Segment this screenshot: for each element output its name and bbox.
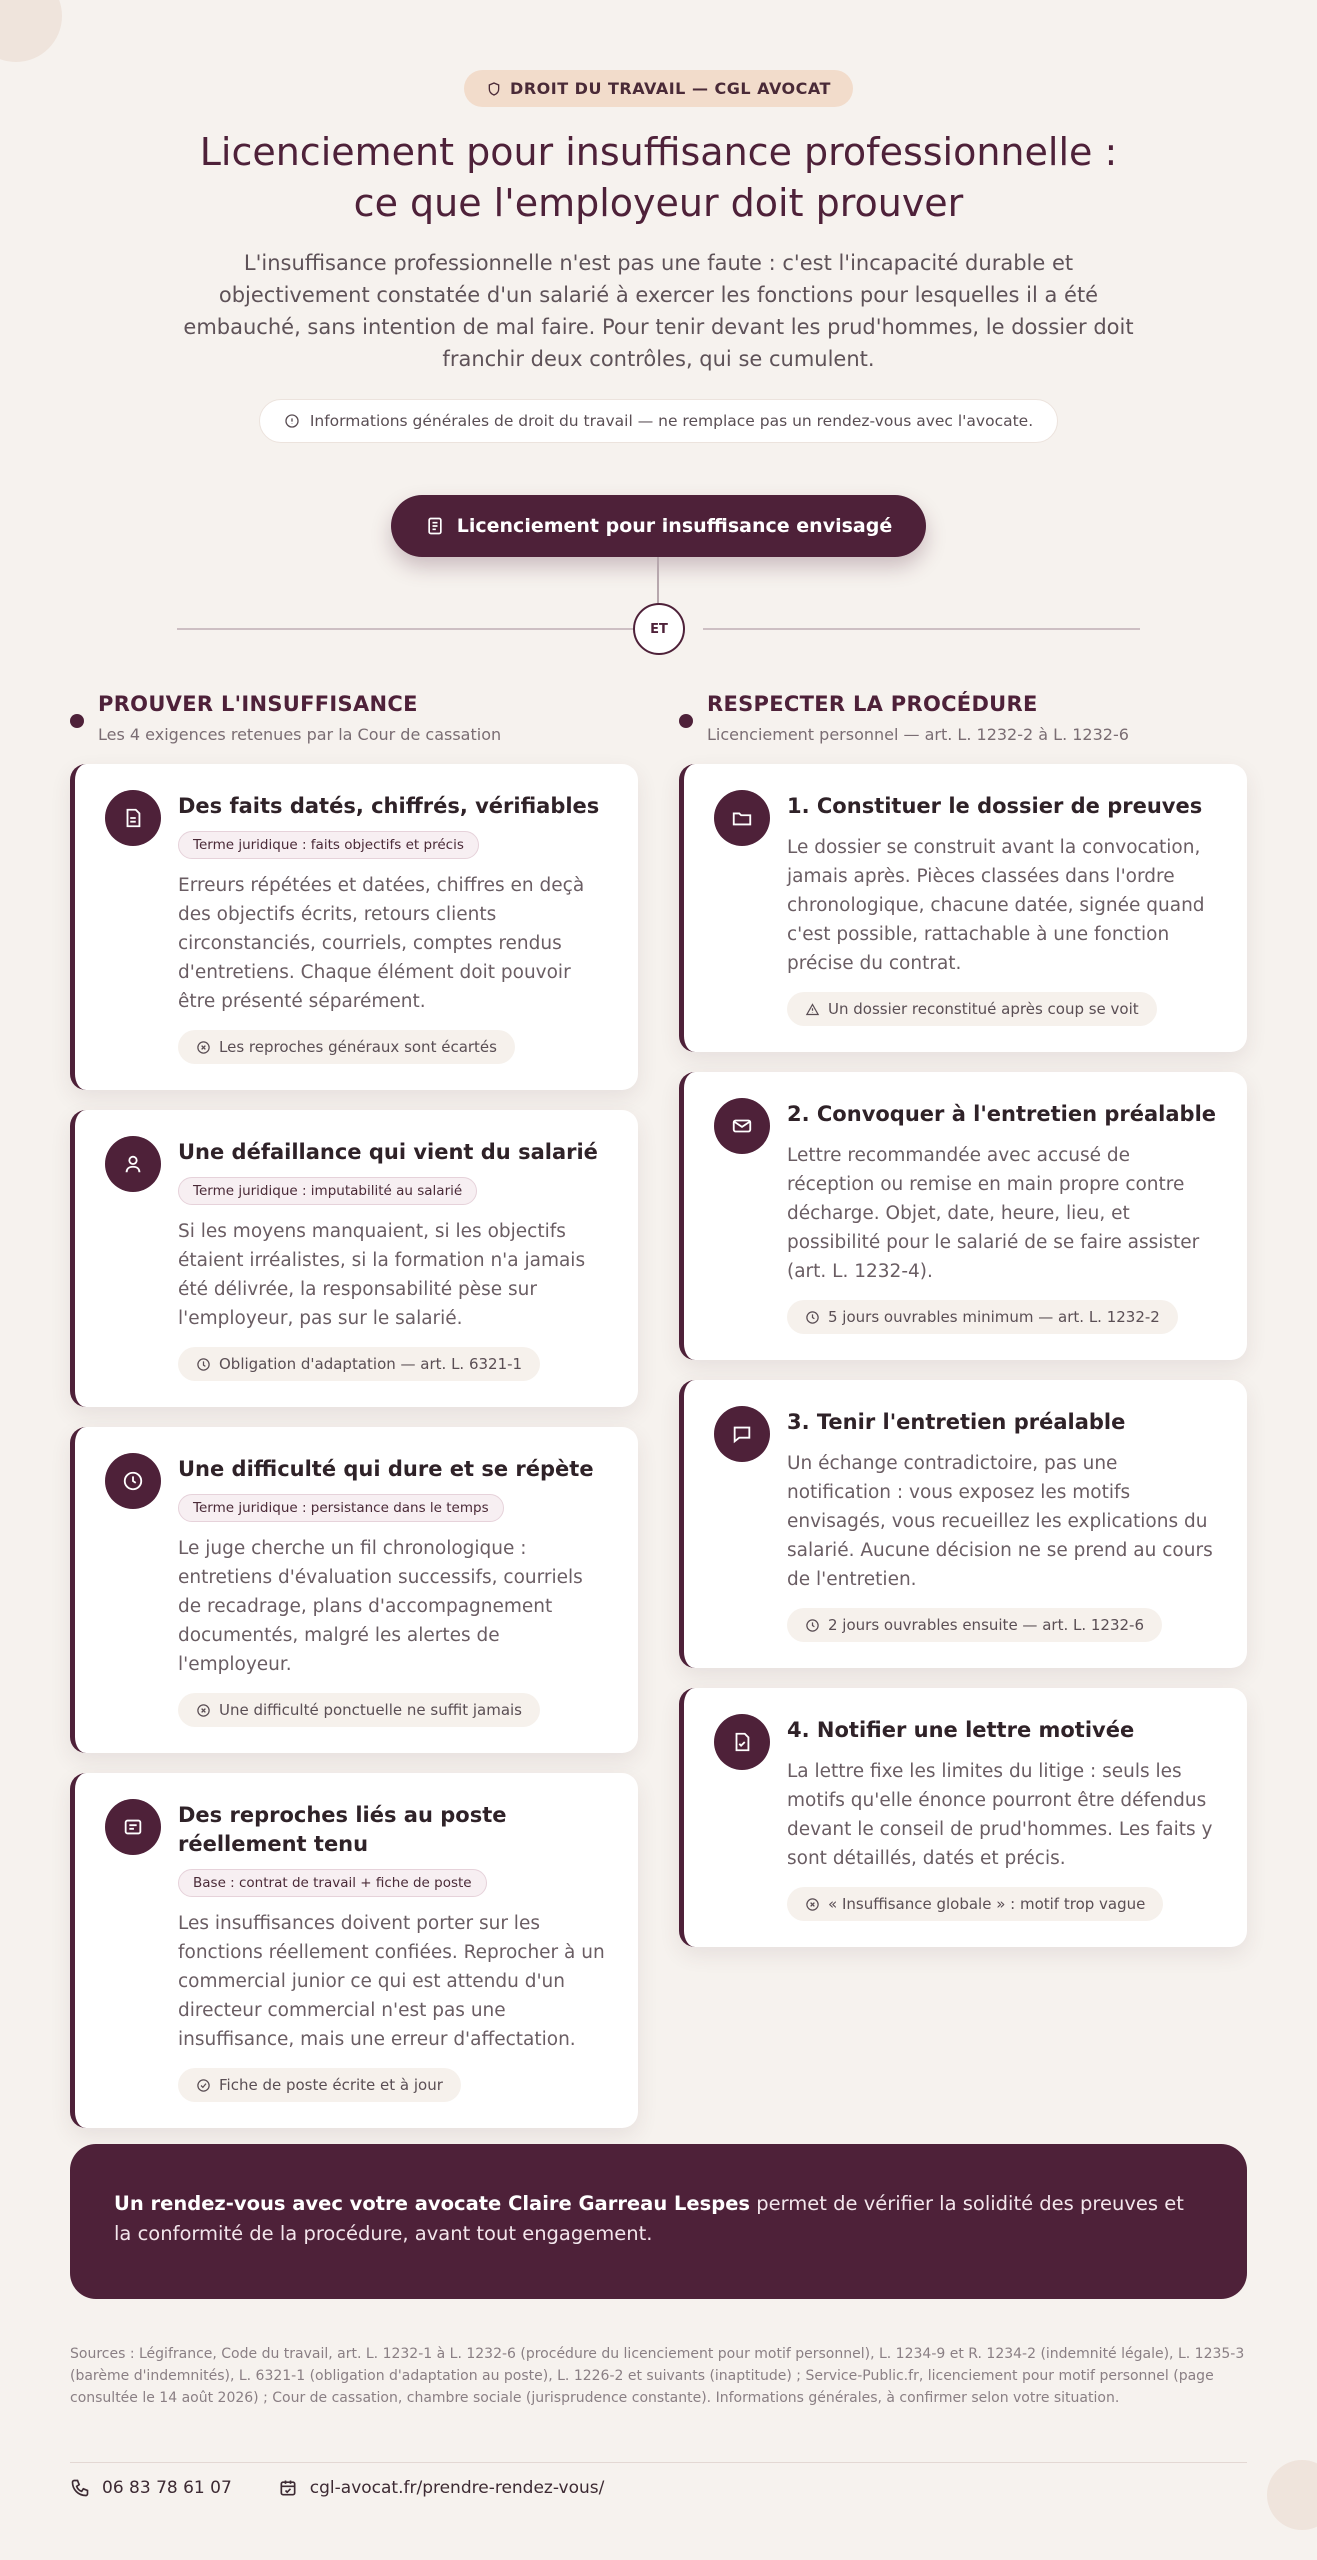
card-note: Une difficulté ponctuelle ne suffit jamais: [178, 1693, 540, 1727]
disclaimer: Informations générales de droit du travail — ne remplace pas un rendez-vous avec l'avocate.: [259, 399, 1058, 443]
requirement-card: [70, 1773, 638, 2128]
requirement-card: [70, 1427, 638, 1753]
card-note: Un dossier reconstitué après coup se voit: [787, 992, 1157, 1026]
folder-icon: [714, 790, 770, 846]
phone-icon: [70, 2478, 90, 2498]
column-subtitle: Les 4 exigences retenues par la Cour de cassation: [98, 725, 502, 744]
column-subtitle: Licenciement personnel — art. L. 1232-2 à L. 1232-6: [707, 725, 1129, 744]
connector: [0, 557, 1317, 657]
card-text: Erreurs répétées et datées, chiffres en deçà des objectifs écrits, retours clients circonstanciés, courriels, comptes rendus d'entretiens. Chaque élément doit pouvoir être présenté séparément.: [178, 875, 585, 1012]
info-icon: [284, 413, 300, 429]
card-title: Des reproches liés au poste réellement tenu: [178, 1803, 507, 1856]
calendar-check-icon: [278, 2478, 298, 2498]
card-title: Des faits datés, chiffrés, vérifiables: [178, 794, 600, 818]
column-evidence: [70, 690, 638, 2128]
card-title: 3. Tenir l'entretien préalable: [787, 1410, 1126, 1434]
card-note: 5 jours ouvrables minimum — art. L. 1232-2: [787, 1300, 1178, 1334]
card-text: Si les moyens manquaient, si les objectifs étaient irréalistes, si la formation n'a jamais été délivrée, la responsabilité pèse sur l'employeur, pas sur le salarié.: [178, 1221, 586, 1329]
two-columns: [70, 690, 1247, 2128]
document-icon: [105, 790, 161, 846]
callout-strong: Un rendez-vous avec votre avocate Claire Garreau Lespes: [114, 2192, 751, 2215]
column-dot: [70, 714, 84, 728]
book-icon: [196, 1357, 211, 1372]
card-title: 1. Constituer le dossier de preuves: [787, 794, 1203, 818]
user-icon: [105, 1136, 161, 1192]
booking-link[interactable]: cgl-avocat.fr/prendre-rendez-vous/: [278, 2478, 605, 2498]
divider: [70, 2462, 1247, 2463]
footer: [70, 2478, 604, 2498]
callout-text: permet de vérifier la solidité des preuves et la conformité de la procédure, avant tout engagement.: [114, 2192, 1184, 2245]
procedure-step-card: [679, 764, 1247, 1052]
legal-term-tag: Terme juridique : imputabilité au salarié: [178, 1177, 477, 1205]
card-title: 2. Convoquer à l'entretien préalable: [787, 1102, 1217, 1126]
check-circle-icon: [196, 2078, 211, 2093]
card-title: Une difficulté qui dure et se répète: [178, 1457, 594, 1481]
header: [0, 0, 1317, 557]
document-icon: [425, 516, 445, 536]
card-text: Lettre recommandée avec accusé de réception ou remise en main propre contre décharge. Objet, date, heure, lieu, et possibilité pour le salarié de se faire assister (art. L. 1232-4).: [787, 1145, 1200, 1282]
x-circle-icon: [196, 1703, 211, 1718]
clock-icon: [105, 1453, 161, 1509]
clock-icon: [805, 1618, 820, 1633]
column-dot: [679, 714, 693, 728]
category-badge: [464, 70, 853, 107]
x-circle-icon: [805, 1897, 820, 1912]
card-note: 2 jours ouvrables ensuite — art. L. 1232-6: [787, 1608, 1162, 1642]
card-note: Obligation d'adaptation — art. L. 6321-1: [178, 1347, 540, 1381]
phone-contact[interactable]: 06 83 78 61 07: [70, 2478, 232, 2498]
sources-text: Sources : Légifrance, Code du travail, art. L. 1232-1 à L. 1232-6 (procédure du licenciement pour motif personnel), L. 1234-9 et R. 1234-2 (indemnité légale), L. 1235-3 (barème d'indemnités), L. 6321-1 (obligation d'adaptation au poste), L. 1226-2 et suivants (inaptitude) ; Service-Public.fr, licenciement pour motif personnel (page consultée le 14 août 2026) ; Cour de cassation, chambre sociale (jurisprudence constante). Informations générales, à confirmer selon votre situation.: [70, 2346, 1245, 2406]
card-title: Une défaillance qui vient du salarié: [178, 1140, 598, 1164]
card-text: Un échange contradictoire, pas une notification : vous exposez les motifs envisagés, vous recueillez les explications du salarié. Aucune décision ne se prend au cours de l'entretien.: [787, 1453, 1213, 1590]
file-check-icon: [714, 1714, 770, 1770]
requirement-card: [70, 764, 638, 1090]
column-procedure: [679, 690, 1247, 2128]
legal-term-tag: Terme juridique : persistance dans le temps: [178, 1494, 504, 1522]
decorative-blob: [1267, 2460, 1317, 2530]
intro-text: L'insuffisance professionnelle n'est pas une faute : c'est l'incapacité durable et objectivement constatée d'un salarié à exercer les fonctions pour lesquelles il a été embauché, sans intention de mal faire. Pour tenir devant les prud'hommes, le dossier doit franchir deux contrôles, qui se cumulent.: [183, 251, 1134, 371]
shield-icon: [486, 81, 502, 97]
job-card-icon: [105, 1799, 161, 1855]
clock-icon: [805, 1310, 820, 1325]
card-note: Fiche de poste écrite et à jour: [178, 2068, 461, 2102]
card-text: Les insuffisances doivent porter sur les fonctions réellement confiées. Reprocher à un commercial junior ce qui est attendu d'un directeur commercial n'est pas une insuffisance, mais une erreur d'affectation.: [178, 1913, 605, 2050]
card-note: « Insuffisance globale » : motif trop vague: [787, 1887, 1163, 1921]
chat-icon: [714, 1406, 770, 1462]
column-title: RESPECTER LA PROCÉDURE: [707, 692, 1038, 716]
legal-term-tag: Terme juridique : faits objectifs et précis: [178, 831, 479, 859]
legal-term-tag: Base : contrat de travail + fiche de poste: [178, 1869, 487, 1897]
card-note: Les reproches généraux sont écartés: [178, 1030, 515, 1064]
procedure-step-card: [679, 1688, 1247, 1947]
badge-label: DROIT DU TRAVAIL — CGL AVOCAT: [510, 79, 831, 98]
requirement-card: [70, 1110, 638, 1407]
and-connector: ET: [633, 603, 685, 655]
appointment-callout: [70, 2144, 1247, 2299]
procedure-step-card: [679, 1380, 1247, 1668]
warning-icon: [805, 1002, 820, 1017]
page-title: Licenciement pour insuffisance professionnelle : ce que l'employeur doit prouver: [199, 130, 1118, 225]
x-circle-icon: [196, 1040, 211, 1055]
card-title: 4. Notifier une lettre motivée: [787, 1718, 1135, 1742]
card-text: Le juge cherche un fil chronologique : entretiens d'évaluation successifs, courriels de recadrage, plans d'accompagnement documentés, malgré les alertes de l'employeur.: [178, 1538, 583, 1675]
column-title: PROUVER L'INSUFFISANCE: [98, 692, 418, 716]
procedure-step-card: [679, 1072, 1247, 1360]
card-text: Le dossier se construit avant la convocation, jamais après. Pièces classées dans l'ordre chronologique, chacune datée, signée quand c'est possible, rattachable à une fonction précise du contrat.: [787, 837, 1205, 974]
card-text: La lettre fixe les limites du litige : seuls les motifs qu'elle énonce pourront être défendus devant le conseil de prud'hommes. Les faits y sont détaillés, datés et précis.: [787, 1761, 1213, 1869]
mail-icon: [714, 1098, 770, 1154]
hero-decision-button[interactable]: Licenciement pour insuffisance envisagé: [391, 495, 926, 557]
